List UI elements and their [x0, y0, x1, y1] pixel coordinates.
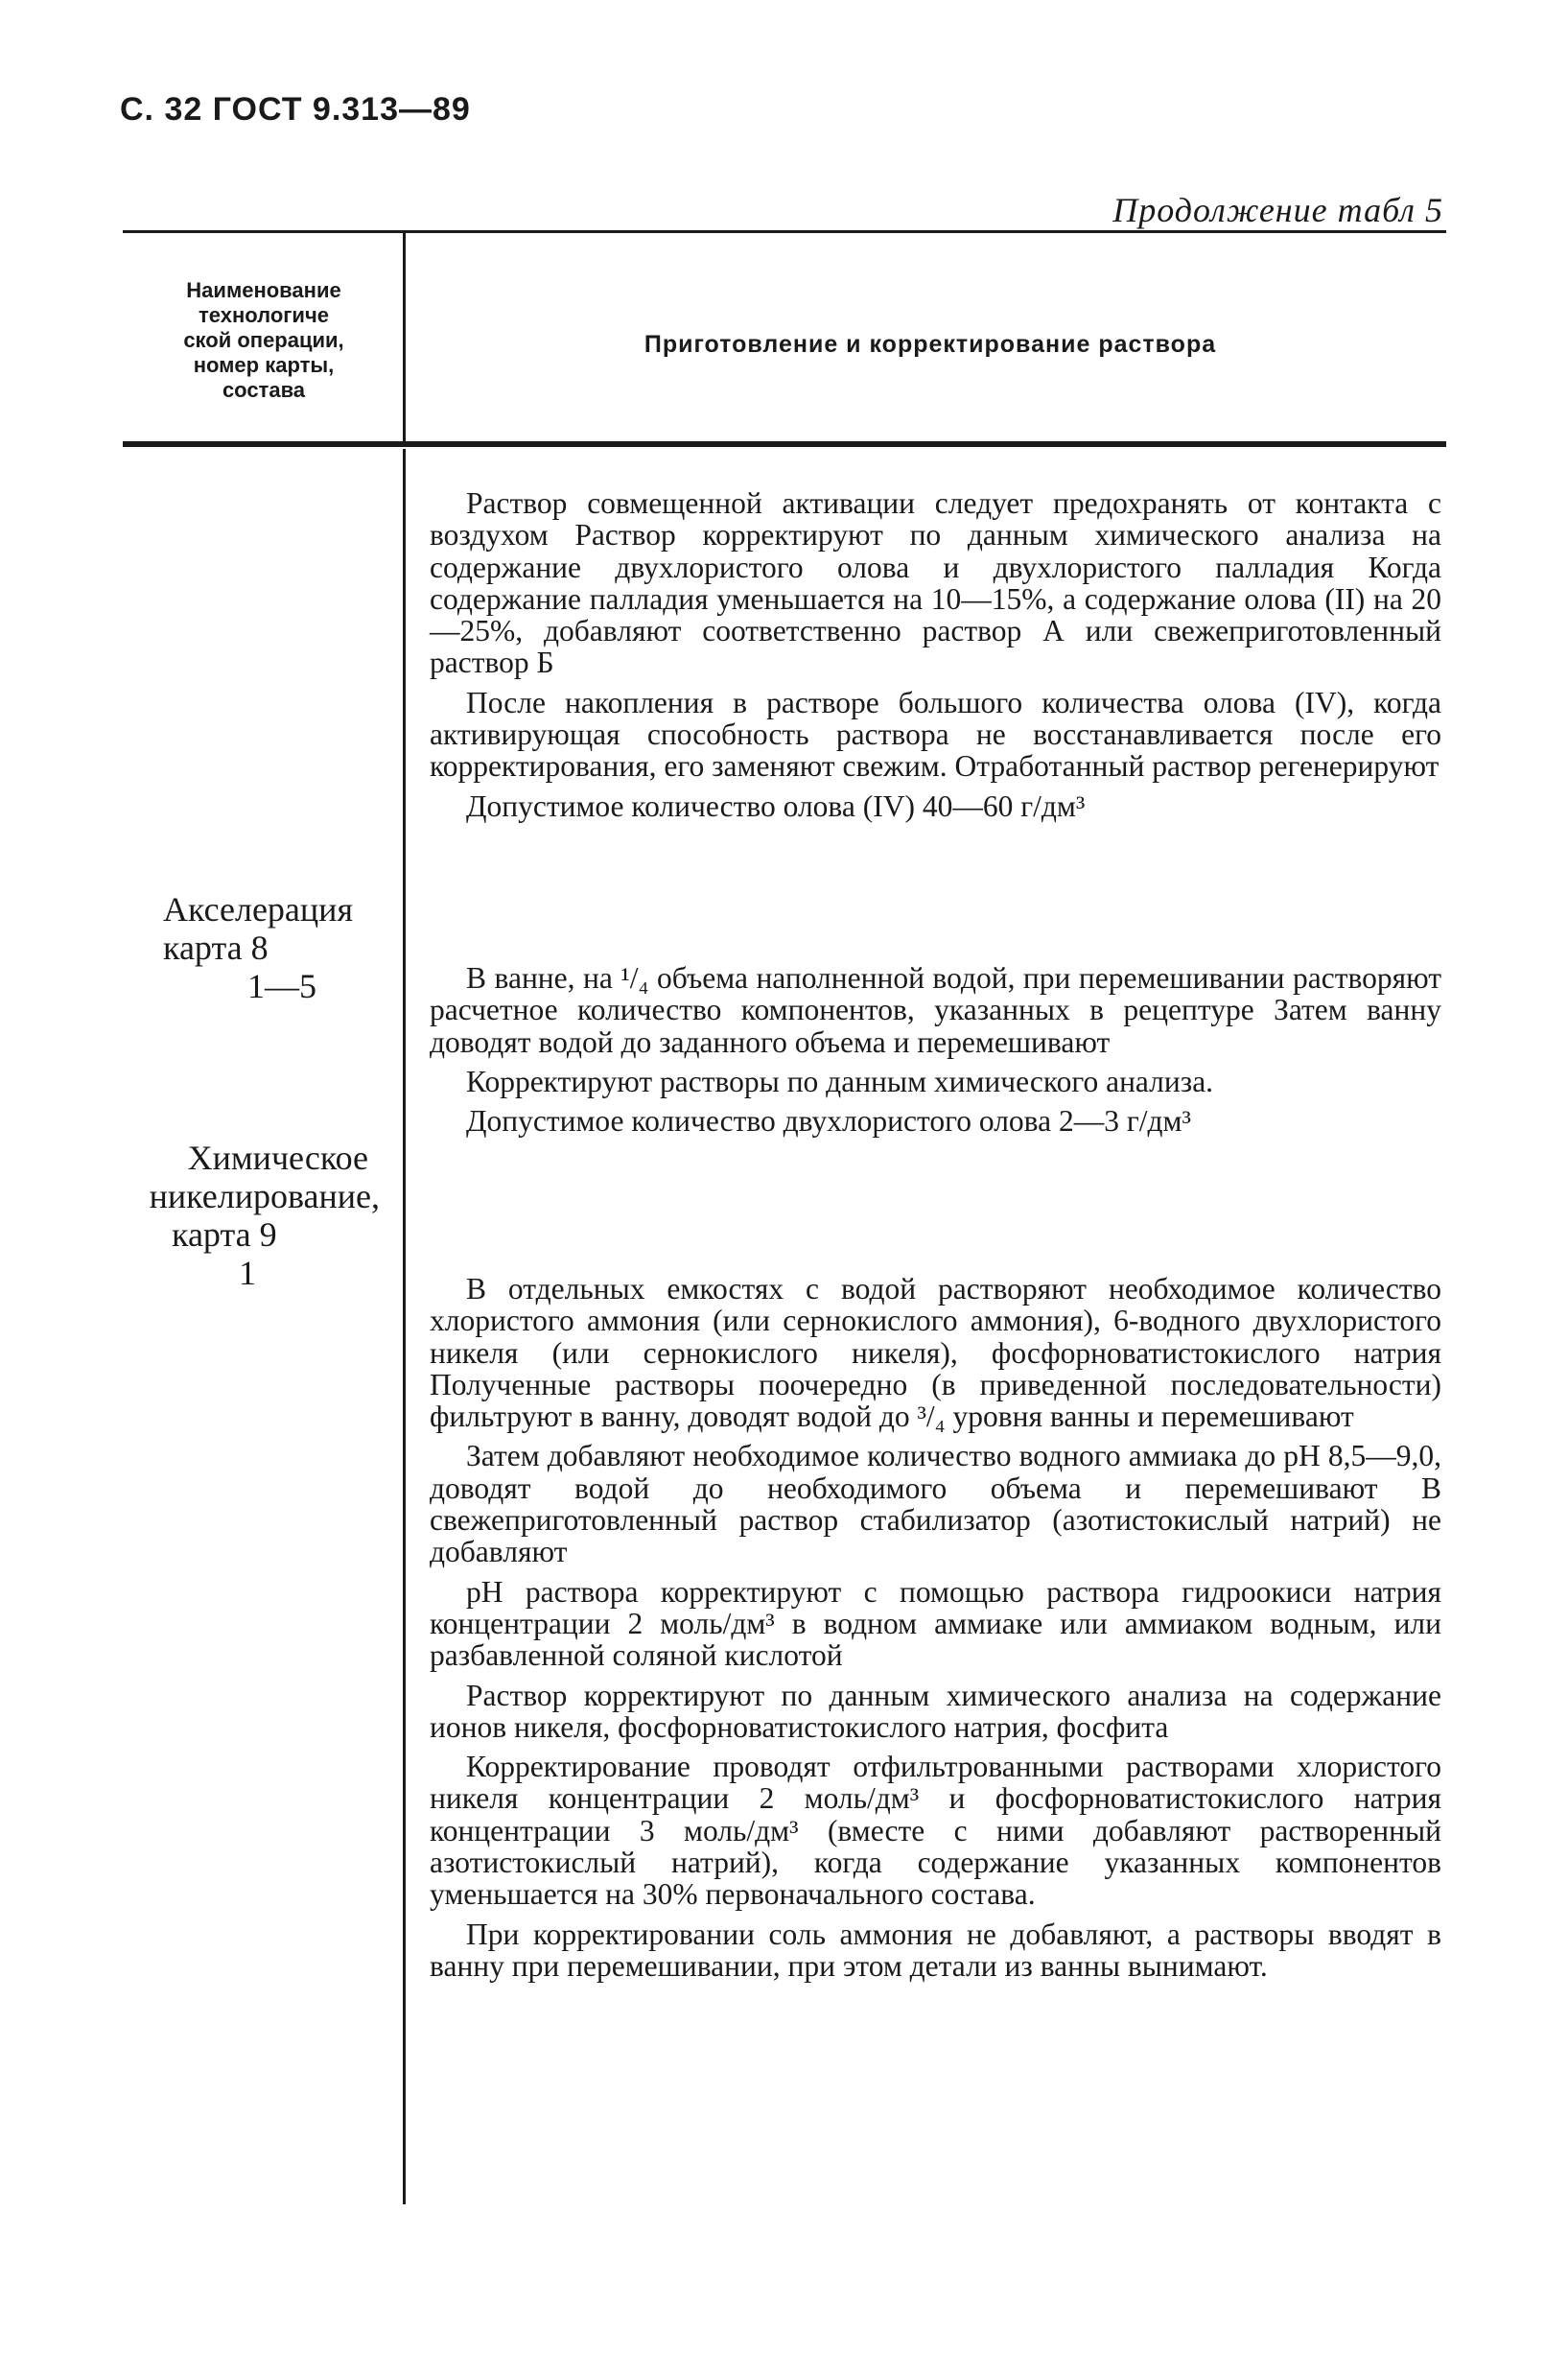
label-line: Акселерация — [163, 890, 353, 929]
label-line: карта 9 — [172, 1215, 277, 1254]
table-body-divider — [403, 449, 406, 2204]
label-line: карта 8 — [163, 929, 269, 967]
label-line: никелирование, — [149, 1177, 380, 1215]
paragraph: Корректирование проводят отфильтрованными растворами хлористого никеля концентрации 2 моль/дм³ и фосфорноватистокислого натрия концентрации 3 моль/дм³ (вместе с ними добавляют растворенный азотистокислый натрий), когда содержание указанных компонентов уменьшается на 30% первоначального состава. — [430, 1750, 1441, 1912]
column-header-line: состава — [222, 378, 306, 402]
paragraph: В ванне, на ¹/₄ объема наполненной водой, при перемешивании растворяют расчетное количество компонентов, указанных в рецептуре Затем ванну доводят водой до заданного объема и перемешивают — [430, 961, 1441, 1059]
section-chemical-nickel — [430, 1273, 1441, 1982]
column-header-line: ской операции, — [183, 328, 344, 352]
table-top-rule — [123, 230, 1446, 233]
paragraph: Допустимое количество двухлористого олова 2—3 г/дм³ — [466, 1104, 1191, 1139]
paragraph: pH раствора корректируют с помощью раствора гидроокиси натрия концентрации 2 моль/дм³ в водном аммиаке или аммиаком водным, или разбавленной соляной кислотой — [430, 1574, 1441, 1673]
paragraph: Корректируют растворы по данным химического анализа. — [466, 1064, 1214, 1098]
table-continuation-note: Продолжение табл 5 — [1112, 191, 1443, 229]
paragraph: Затем добавляют необходимое количество водного аммиака до pH 8,5—9,0, доводят водой до необходимого объема и перемешивают В свежеприготовленный раствор стабилизатор (азотистокислый натрий) не добавляют — [430, 1439, 1441, 1569]
table-header-divider — [403, 233, 406, 441]
column-header-operation — [134, 278, 393, 403]
label-chemical-nickel — [140, 1139, 380, 1292]
paragraph: Раствор совмещенной активации следует предохранять от контакта с воздухом Раствор корректируют по данным химического анализа на содержание двухлористого олова и двухлористого палладия Когда содержание палладия уменьшается на 10—15%, а содержание олова (II) на 20—25%, добавляют соответственно раствор А или свежеприготовленный раствор Б — [430, 486, 1441, 680]
column-header-preparation: Приготовление и корректирование раствора — [644, 331, 1217, 358]
label-line: 1 — [239, 1254, 256, 1292]
table-header-rule — [123, 441, 1446, 447]
page-header: С. 32 ГОСТ 9.313—89 — [120, 91, 471, 128]
paragraph: В отдельных емкостях с водой растворяют необходимое количество хлористого аммония (или сернокислого аммония), 6-водного двухлористого никеля (или сернокислого никеля), фосфорноватистокислого натрия Полученные растворы поочередно (в приведенной последовательности) фильтруют в ванну, доводят водой до ³/₄ уровня ванны и перемешивают — [430, 1272, 1441, 1434]
column-header-line: номер карты, — [193, 353, 335, 377]
paragraph: Допустимое количество олова (IV) 40—60 г/дм³ — [466, 788, 1086, 823]
section-activation — [430, 487, 1441, 822]
section-acceleration — [430, 962, 1441, 1137]
column-header-line: технологиче — [199, 303, 329, 327]
label-acceleration — [163, 890, 353, 1005]
label-line: Химическое — [187, 1139, 368, 1177]
paragraph: Раствор корректируют по данным химического анализа на содержание ионов никеля, фосфорноватистокислого натрия, фосфита — [430, 1678, 1441, 1744]
column-header-line: Наименование — [186, 278, 341, 302]
paragraph: После накопления в растворе большого количества олова (IV), когда активирующая способность раствора не восстанавливается после его корректирования, его заменяют свежим. Отработанный раствор регенерируют — [430, 685, 1441, 784]
paragraph: При корректировании соль аммония не добавляют, а растворы вводят в ванну при перемешивании, при этом детали из ванны вынимают. — [430, 1917, 1441, 1983]
label-line: 1—5 — [247, 967, 316, 1005]
